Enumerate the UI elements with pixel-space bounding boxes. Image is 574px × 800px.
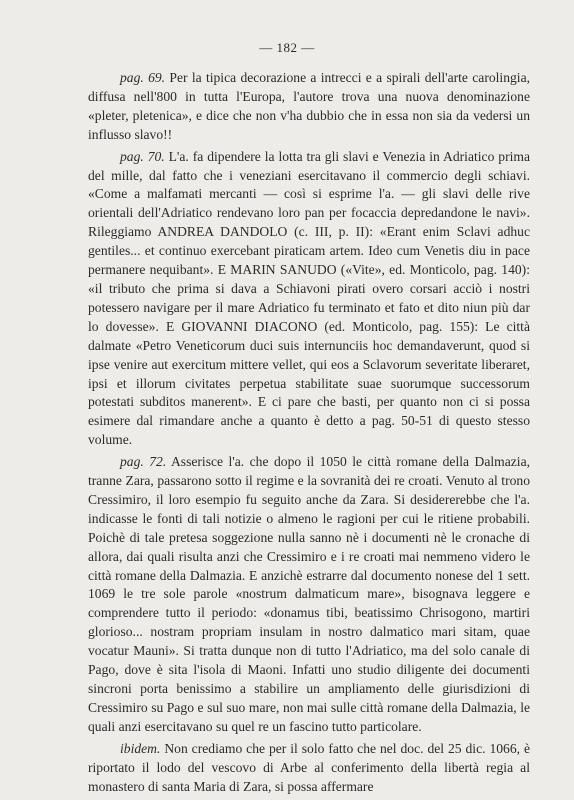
page-reference: ibidem. [120, 740, 161, 756]
paragraph-text: L'a. fa dipendere la lotta tra gli slavi e Venezia in Adriatico prima del mille, dal fatto che i veneziani esercitavano il commercio degli schiavi. «Come a malfamati mercanti — così si esprime l'a. — gli slavi delle rive orientali dell'Adriatico rendevano loro pan per focaccia depredandone le navi». Rileggiamo ANDREA DANDOLO (c. III, p. II): «Erant enim Sclavi adhuc gentiles... et continuo exercebant piraticam artem. Ideo cum Venetis diu in pace permanere nequibant». E MARIN SANUDO («Vite», ed. Monticolo, pag. 140): «il tributo che prima si dava a Schiavoni pirati overo corsari acciò i nostri potessero navigare per il mare Adriatico fu terminato et fato et dito niun più dar lo dovesse». E GIOVANNI DIACONO (ed. Monticolo, pag. 155): Le città dalmate «Petro Veneticorum duci suis internunciis hoc demandaverunt, quod si ipse venire aut exercitum mittere vellet, qui eos a Sclavorum severitate liberaret, ipsi et illorum civitates perpetua stabilitate suae suorumque successorum potestati subditos manerent». E ci pare che basti, per quanto non ci si possa esimere dal rimandare anche a quanto è detto a pag. 50-51 di questo stesso volume. [88, 148, 530, 448]
paragraph-ibidem [88, 740, 530, 797]
paragraph-text: Non crediamo che per il solo fatto che nel doc. del 25 dic. 1066, è riportato il lodo del vescovo di Arbe al conferimento della libertà regia al monastero di santa Maria di Zara, si possa affermare [88, 740, 530, 794]
page-reference: pag. 70. [120, 148, 165, 164]
paragraph-text: Asserisce l'a. che dopo il 1050 le città romane della Dalmazia, tranne Zara, passarono sotto il regime e la sovranità dei re croati. Venuto al trono Cressimiro, il loro esempio fu seguito anche da Zara. Si desidererebbe che l'a. indicasse le fonti di tali notizie o almeno le ragioni per cui le ritiene probabili. Poichè di tale pretesa soggezione nulla sanno nè i documenti nè le cronache di allora, dai quali risulta anzi che Cressimiro e i re croati mai nemmeno videro le città romane della Dalmazia. E anzichè estrarre dal documento nonese del 1 sett. 1069 le tre sole parole «nostrum dalmaticum mare», bisognava leggere e comprendere tutto il periodo: «donamus tibi, beatissimo Chrisogono, martiri glorioso... nostram propriam insulam in nostro dalmatico mari sitam, quae vocatur Mauni». Si tratta dunque non di tutto l'Adriatico, ma del solo canale di Pago, dove è sita l'isola di Maoni. Infatti uno studio diligente dei documenti sincroni porta benissimo a stabilire un ampliamento delle giurisdizioni di Cressimiro su Pago e sul suo mare, non mai sulle città romane della Dalmazia, le quali anzi esercitavano su quel re un fascino tutto particolare. [88, 454, 530, 734]
paragraph-text: Per la tipica decorazione a intrecci e a spirali dell'arte carolingia, diffusa nell'800 in tutta l'Europa, l'autore trova una nuova denominazione «pleter, pletenica», e dice che non v'ha dubbio che in essa non sia da vedersi un influsso slavo!! [88, 70, 530, 142]
paragraph-pag-70 [88, 148, 530, 451]
paragraph-pag-69 [88, 69, 530, 145]
page-reference: pag. 72. [120, 454, 167, 470]
page-reference: pag. 69. [120, 70, 166, 85]
text-body [88, 69, 530, 799]
page-number: — 182 — [259, 40, 315, 55]
paragraph-pag-72 [88, 453, 530, 737]
